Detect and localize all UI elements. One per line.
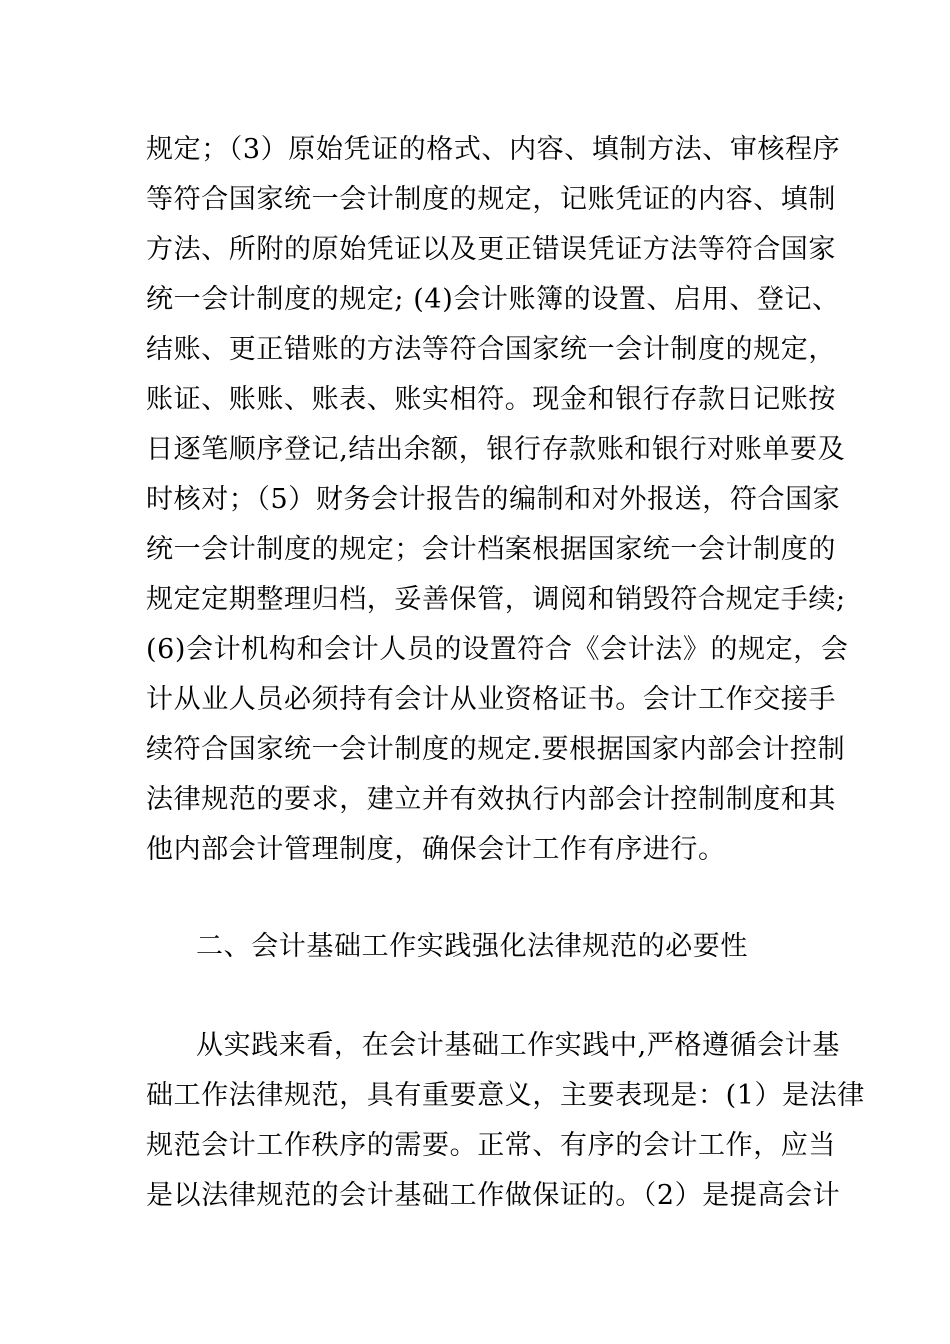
text-line: (6)会计机构和会计人员的设置符合《会计法》的规定，会 [146,634,849,665]
text-line: 础工作法律规范，具有重要意义，主要表现是：(1）是法律 [146,1080,865,1111]
text-line: 方法、所附的原始凭证以及更正错误凭证方法等符合国家 [146,234,836,265]
text-line: 规定定期整理归档，妥善保管，调阅和销毁符合规定手续; [146,584,846,615]
text-line: 结账、更正错账的方法等符合国家统一会计制度的规定， [146,334,836,365]
text-line: 时核对；（5）财务会计报告的编制和对外报送，符合国家 [146,484,841,515]
text-line: 日逐笔顺序登记,结出余额，银行存款账和银行对账单要及 [146,434,846,465]
text-line: 规定；（3）原始凭证的格式、内容、填制方法、审核程序 [146,134,841,165]
text-line: 等符合国家统一会计制度的规定，记账凭证的内容、填制 [146,184,836,215]
text-line: 续符合国家统一会计制度的规定.要根据国家内部会计控制 [146,734,846,765]
section-heading: 二、会计基础工作实践强化法律规范的必要性 [196,931,748,962]
text-line: 计从业人员必须持有会计从业资格证书。会计工作交接手 [146,684,836,715]
text-line: 从实践来看，在会计基础工作实践中,严格遵循会计基 [196,1030,840,1061]
text-line: 他内部会计管理制度，确保会计工作有序进行。 [146,834,726,865]
text-line: 是以法律规范的会计基础工作做保证的。（2）是提高会计 [146,1180,841,1211]
text-line: 法律规范的要求，建立并有效执行内部会计控制制度和其 [146,784,836,815]
text-line: 账证、账账、账表、账实相符。现金和银行存款日记账按 [146,384,836,415]
text-line: 统一会计制度的规定; (4)会计账簿的设置、启用、登记、 [146,284,840,315]
text-line: 统一会计制度的规定；会计档案根据国家统一会计制度的 [146,534,836,565]
text-line: 规范会计工作秩序的需要。正常、有序的会计工作，应当 [146,1130,836,1161]
